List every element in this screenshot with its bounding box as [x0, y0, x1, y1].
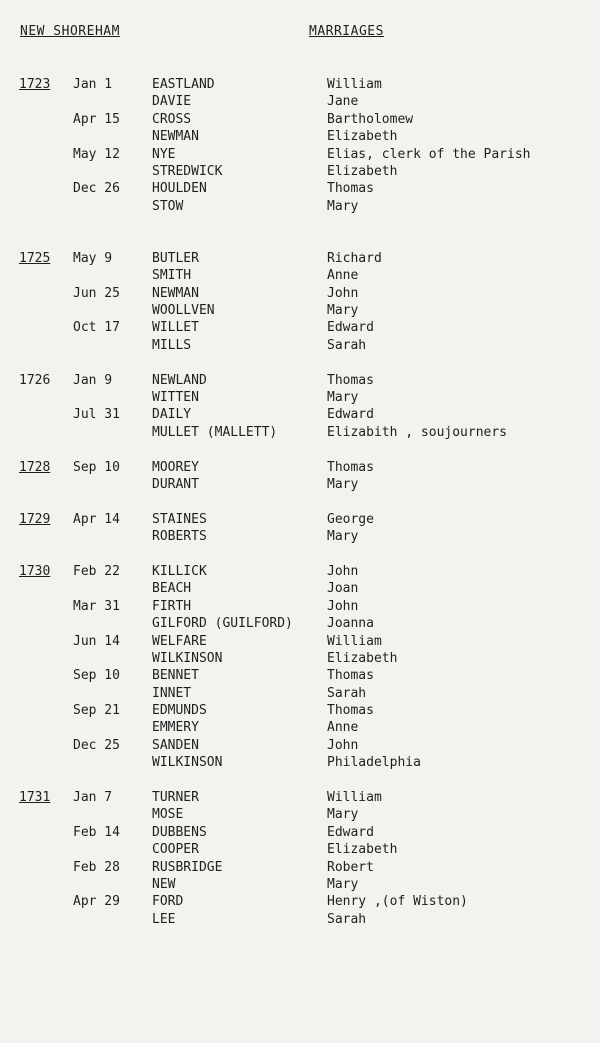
entry-forename: Thomas: [327, 181, 374, 197]
entry-date: Apr 14: [73, 511, 120, 527]
entry-forename: Jane: [327, 94, 359, 110]
marriage-entry: [0, 650, 600, 667]
row-spacer: [0, 493, 600, 510]
entry-forename: John: [327, 563, 359, 579]
entry-date: Jun 25: [73, 285, 120, 301]
entry-date: Mar 31: [73, 598, 120, 614]
entry-year: 1723: [19, 77, 51, 92]
entry-date: Apr 29: [73, 894, 120, 910]
marriage-entry: [0, 911, 600, 928]
marriage-entry: [0, 128, 600, 145]
marriage-entry: [0, 476, 600, 493]
page-header-section: MARRIAGES: [309, 24, 384, 39]
entry-forename: Joanna: [327, 616, 374, 632]
entry-forename: Thomas: [327, 703, 374, 719]
entry-surname: LEE: [152, 911, 176, 927]
entry-surname: NEWLAND: [152, 372, 207, 388]
entry-surname: WILKINSON: [152, 755, 223, 771]
entry-forename: Sarah: [327, 911, 367, 927]
entry-forename: John: [327, 285, 359, 301]
entry-surname: MOOREY: [152, 459, 199, 475]
entry-forename: Bartholomew: [327, 111, 414, 127]
entry-date: Feb 14: [73, 824, 120, 840]
entry-surname: WOOLLVEN: [152, 303, 215, 319]
entry-surname: WELFARE: [152, 633, 207, 649]
marriage-entry: [0, 76, 600, 93]
entry-surname: FORD: [152, 894, 184, 910]
marriage-entry: [0, 563, 600, 580]
entry-forename: Sarah: [327, 337, 367, 353]
marriage-entry: [0, 406, 600, 423]
marriage-entry: [0, 267, 600, 284]
entry-forename: Anne: [327, 720, 359, 736]
entry-forename: Philadelphia: [327, 755, 421, 771]
marriage-entry: [0, 250, 600, 267]
entry-forename: Elizabeth: [327, 129, 398, 145]
entry-surname: NEW: [152, 876, 176, 892]
marriage-entry: [0, 302, 600, 319]
entry-surname: STREDWICK: [152, 163, 223, 179]
row-spacer: [0, 441, 600, 458]
entry-date: Feb 28: [73, 859, 120, 875]
entry-date: Sep 10: [73, 668, 120, 684]
entry-date: Jan 9: [73, 372, 113, 388]
entry-forename: Robert: [327, 859, 374, 875]
page-header-place: NEW SHOREHAM: [20, 24, 120, 39]
entry-date: Sep 10: [73, 459, 120, 475]
entry-forename: Elizabeth: [327, 650, 398, 666]
marriage-entry: [0, 198, 600, 215]
marriage-entry: [0, 163, 600, 180]
marriage-entry: [0, 789, 600, 806]
entry-forename: Edward: [327, 320, 374, 336]
entry-date: Dec 25: [73, 737, 120, 753]
marriage-entry: [0, 859, 600, 876]
entry-surname: EDMUNDS: [152, 703, 207, 719]
entry-surname: SMITH: [152, 268, 192, 284]
entry-forename: Elizabith , soujourners: [327, 424, 508, 440]
entry-date: Jan 1: [73, 77, 113, 92]
entry-forename: Richard: [327, 250, 382, 266]
row-spacer: [0, 354, 600, 371]
entry-forename: Edward: [327, 824, 374, 840]
entry-date: Feb 22: [73, 563, 120, 579]
entry-surname: EMMERY: [152, 720, 199, 736]
marriage-entry: [0, 876, 600, 893]
entry-surname: DUBBENS: [152, 824, 207, 840]
entry-forename: Sarah: [327, 685, 367, 701]
entry-forename: Mary: [327, 390, 359, 406]
marriage-entry: [0, 806, 600, 823]
marriage-register: [0, 76, 600, 928]
marriage-entry: [0, 424, 600, 441]
entry-surname: GILFORD (GUILFORD): [152, 616, 293, 632]
entry-surname: STOW: [152, 198, 184, 214]
entry-forename: John: [327, 737, 359, 753]
marriage-entry: [0, 111, 600, 128]
entry-surname: FIRTH: [152, 598, 192, 614]
entry-surname: DAILY: [152, 407, 192, 423]
entry-forename: William: [327, 77, 382, 92]
entry-surname: INNET: [152, 685, 192, 701]
entry-surname: TURNER: [152, 790, 199, 806]
entry-forename: Mary: [327, 477, 359, 492]
entry-year: 1725: [19, 250, 51, 266]
entry-date: Jan 7: [73, 790, 113, 806]
entry-forename: John: [327, 598, 359, 614]
entry-surname: WILKINSON: [152, 650, 223, 666]
marriage-entry: [0, 459, 600, 476]
entry-year: 1729: [19, 511, 51, 527]
entry-forename: Mary: [327, 529, 359, 545]
entry-date: May 9: [73, 250, 113, 266]
entry-surname: DAVIE: [152, 94, 192, 110]
entry-forename: Henry ,(of Wiston): [327, 894, 468, 910]
entry-forename: Elizabeth: [327, 163, 398, 179]
marriage-entry: [0, 824, 600, 841]
entry-forename: William: [327, 633, 382, 649]
entry-date: May 12: [73, 146, 120, 162]
row-spacer: [0, 546, 600, 563]
entry-surname: MOSE: [152, 807, 184, 823]
entry-forename: Mary: [327, 876, 359, 892]
marriage-entry: [0, 598, 600, 615]
entry-surname: WILLET: [152, 320, 199, 336]
entry-date: Sep 21: [73, 703, 120, 719]
marriage-entry: [0, 615, 600, 632]
marriage-entry: [0, 180, 600, 197]
entry-date: Dec 26: [73, 181, 120, 197]
marriage-entry: [0, 319, 600, 336]
entry-surname: KILLICK: [152, 563, 207, 579]
entry-year: 1730: [19, 563, 51, 579]
marriage-entry: [0, 633, 600, 650]
marriage-entry: [0, 580, 600, 597]
entry-forename: Elias, clerk of the Parish: [327, 146, 531, 162]
marriage-entry: [0, 737, 600, 754]
marriage-entry: [0, 685, 600, 702]
entry-date: Jul 31: [73, 407, 120, 423]
marriage-entry: [0, 702, 600, 719]
entry-surname: DURANT: [152, 477, 199, 492]
entry-surname: MILLS: [152, 337, 192, 353]
entry-surname: COOPER: [152, 842, 199, 858]
entry-surname: EASTLAND: [152, 77, 215, 92]
entry-forename: Mary: [327, 807, 359, 823]
row-spacer: [0, 215, 600, 250]
entry-surname: MULLET (MALLETT): [152, 424, 278, 440]
entry-forename: Edward: [327, 407, 374, 423]
marriage-entry: [0, 719, 600, 736]
row-spacer: [0, 772, 600, 789]
marriage-entry: [0, 511, 600, 528]
entry-surname: ROBERTS: [152, 529, 207, 545]
entry-forename: William: [327, 790, 382, 806]
marriage-entry: [0, 841, 600, 858]
entry-forename: Anne: [327, 268, 359, 284]
marriage-entry: [0, 285, 600, 302]
entry-surname: HOULDEN: [152, 181, 207, 197]
entry-date: Oct 17: [73, 320, 120, 336]
entry-surname: RUSBRIDGE: [152, 859, 223, 875]
entry-year: 1726: [19, 372, 51, 388]
entry-date: Apr 15: [73, 111, 120, 127]
marriage-entry: [0, 372, 600, 389]
entry-surname: NEWMAN: [152, 285, 199, 301]
entry-surname: WITTEN: [152, 390, 199, 406]
marriage-entry: [0, 528, 600, 545]
entry-forename: George: [327, 511, 374, 527]
entry-year: 1728: [19, 459, 51, 475]
marriage-entry: [0, 146, 600, 163]
entry-year: 1731: [19, 790, 51, 806]
entry-surname: BENNET: [152, 668, 199, 684]
entry-forename: Mary: [327, 303, 359, 319]
marriage-entry: [0, 389, 600, 406]
entry-forename: Thomas: [327, 668, 374, 684]
entry-surname: STAINES: [152, 511, 207, 527]
entry-forename: Mary: [327, 198, 359, 214]
entry-forename: Thomas: [327, 459, 374, 475]
marriage-entry: [0, 667, 600, 684]
entry-forename: Joan: [327, 581, 359, 597]
entry-date: Jun 14: [73, 633, 120, 649]
marriage-entry: [0, 337, 600, 354]
entry-surname: NYE: [152, 146, 176, 162]
entry-surname: CROSS: [152, 111, 192, 127]
entry-surname: BEACH: [152, 581, 192, 597]
marriage-entry: [0, 754, 600, 771]
entry-surname: BUTLER: [152, 250, 199, 266]
entry-surname: NEWMAN: [152, 129, 199, 145]
marriage-entry: [0, 893, 600, 910]
marriage-entry: [0, 93, 600, 110]
entry-surname: SANDEN: [152, 737, 199, 753]
entry-forename: Thomas: [327, 372, 374, 388]
entry-forename: Elizabeth: [327, 842, 398, 858]
